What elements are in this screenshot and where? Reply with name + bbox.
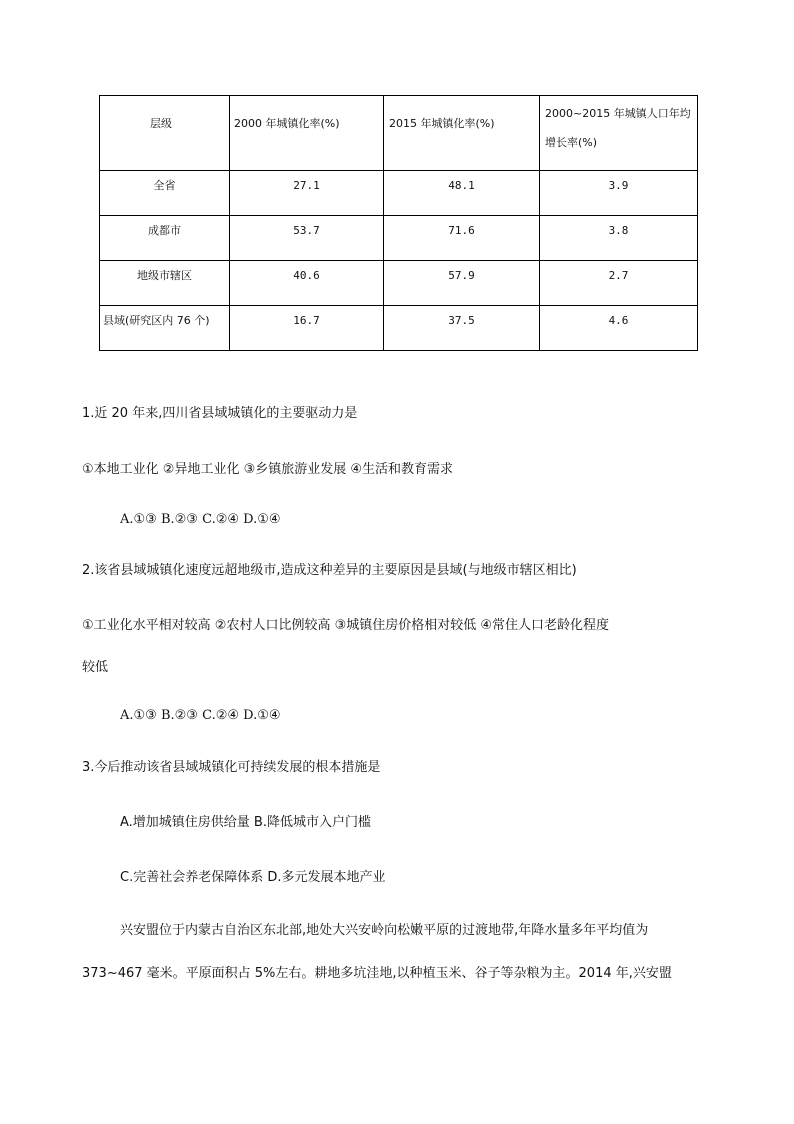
- question-2-stem: 2.该省县域城镇化速度远超地级市,造成这种差异的主要原因是县域(与地级市辖区相比): [82, 563, 577, 578]
- table-cell: 37.5: [384, 306, 540, 351]
- table-cell: 县域(研究区内 76 个): [100, 306, 230, 351]
- question-3-stem: 3.今后推动该省县域城镇化可持续发展的根本措施是: [82, 760, 381, 775]
- table-row: [100, 216, 698, 261]
- table-row: [100, 171, 698, 216]
- question-1-stem: 1.近 20 年来,四川省县域城镇化的主要驱动力是: [82, 406, 358, 421]
- table-header-cell: 2000~2015 年城镇人口年均增长率(%): [540, 96, 698, 171]
- table-cell: 成都市: [100, 216, 230, 261]
- table-cell: 40.6: [230, 261, 384, 306]
- table-cell: 27.1: [230, 171, 384, 216]
- table-row: [100, 306, 698, 351]
- question-2-items-line-1: ①工业化水平相对较高 ②农村人口比例较高 ③城镇住房价格相对较低 ④常住人口老龄化程度: [82, 618, 610, 633]
- table-cell: 4.6: [540, 306, 698, 351]
- table-cell: 53.7: [230, 216, 384, 261]
- urbanization-table: [99, 95, 698, 351]
- table-cell: 16.7: [230, 306, 384, 351]
- table-row: [100, 261, 698, 306]
- table-header-cell: 2000 年城镇化率(%): [230, 96, 384, 171]
- question-2-options: A.①③ B.②③ C.②④ D.①④: [120, 708, 281, 723]
- question-1-items: ①本地工业化 ②异地工业化 ③乡镇旅游业发展 ④生活和教育需求: [82, 462, 454, 477]
- table-header-row: [100, 96, 698, 171]
- question-3-options-line-2: C.完善社会养老保障体系 D.多元发展本地产业: [120, 870, 386, 885]
- table-header-cell: 2015 年城镇化率(%): [384, 96, 540, 171]
- table-cell: 3.8: [540, 216, 698, 261]
- table-cell: 全省: [100, 171, 230, 216]
- question-1-options: A.①③ B.②③ C.②④ D.①④: [120, 512, 281, 527]
- question-2-items-line-2: 较低: [82, 660, 109, 675]
- table-cell: 57.9: [384, 261, 540, 306]
- table-header-cell: 层级: [100, 96, 230, 171]
- passage-line-1: 兴安盟位于内蒙古自治区东北部,地处大兴安岭向松嫩平原的过渡地带,年降水量多年平均值为: [120, 923, 649, 938]
- table-cell: 48.1: [384, 171, 540, 216]
- question-3-options-line-1: A.增加城镇住房供给量 B.降低城市入户门槛: [120, 815, 371, 830]
- table-cell: 2.7: [540, 261, 698, 306]
- table-cell: 地级市辖区: [100, 261, 230, 306]
- table-cell: 71.6: [384, 216, 540, 261]
- passage-line-2: 373~467 毫米。平原面积占 5%左右。耕地多坑洼地,以种植玉米、谷子等杂粮为主。2014 年,兴安盟: [82, 966, 672, 981]
- table-cell: 3.9: [540, 171, 698, 216]
